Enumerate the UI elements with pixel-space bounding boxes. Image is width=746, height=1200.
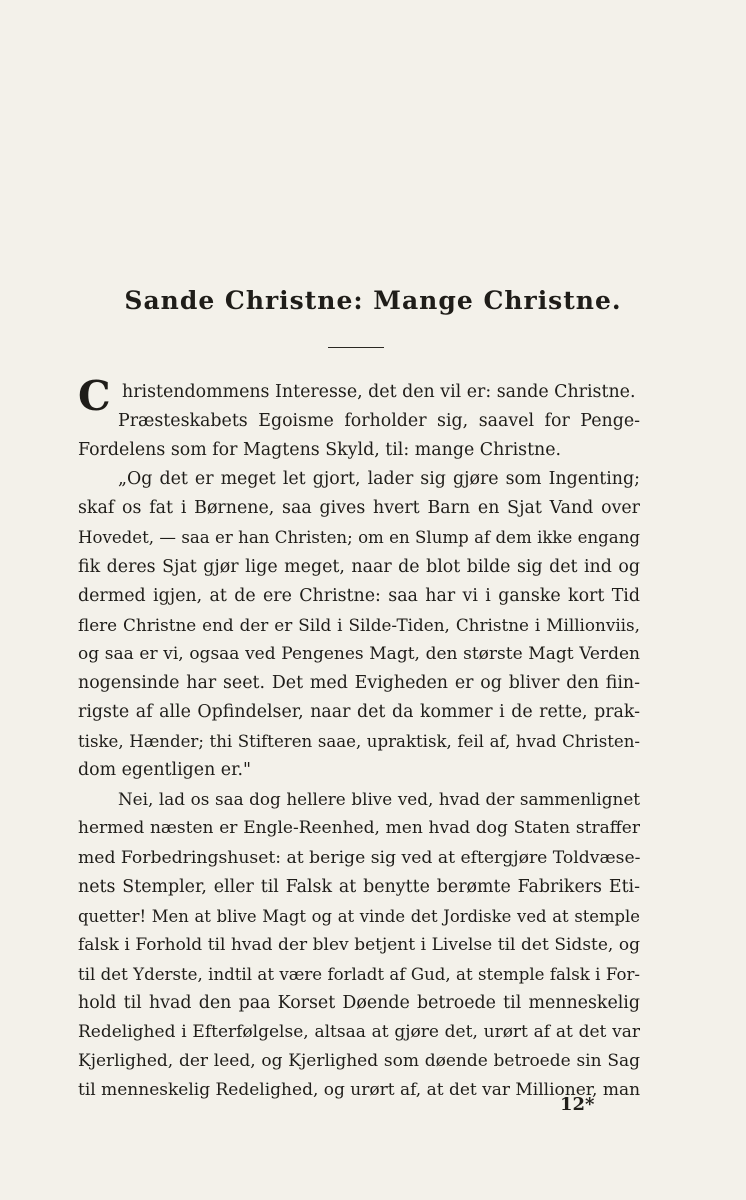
drop-cap: C [78,372,111,420]
text-line: Nei, lad os saa dog hellere blive ved, hvad der sammenlignet [118,789,640,810]
text-line: „Og det er meget let gjort, lader sig gjøre som Ingenting; [118,469,640,490]
title-divider [328,347,384,348]
text-line: og saa er vi, ogsaa ved Pengenes Magt, den største Magt Verden [78,643,640,664]
text-line: dom egentligen er." [78,760,252,781]
body-text [78,372,640,1105]
text-line: Hovedet, — saa er han Christen; om en Slump af dem ikke engang [78,528,640,548]
text-line: flere Christne end der er Sild i Silde-Tiden, Christne i Millionviis, [78,614,640,635]
text-line: quetter! Men at blive Magt og at vinde det Jordiske ved at stemple [78,906,640,926]
text-line: hermed næsten er Engle-Reenhed, men hvad dog Staten straffer [78,818,640,839]
page-number: 12* [560,1094,595,1115]
text-line: nets Stempler, eller til Falsk at benytte berømte Fabrikers Eti- [78,876,640,897]
text-line: dermed igjen, at de ere Christne: saa har vi i ganske kort Tid [78,585,640,606]
text-line: hold til hvad den paa Korset Døende betroede til menneskelig [78,992,640,1013]
text-line: Præsteskabets Egoisme forholder sig, saavel for Penge- [118,411,640,432]
text-line: hristendommens Interesse, det den vil er: sande Christne. [122,382,636,402]
text-line: falsk i Forhold til hvad der blev betjent i Livelse til det Sidste, og [78,934,640,955]
text-line: med Forbedringshuset: at berige sig ved at eftergjøre Toldvæse- [78,847,640,868]
text-line: Kjerlighed, der leed, og Kjerlighed som døende betroede sin Sag [78,1051,640,1072]
chapter-title: Sande Christne: Mange Christne. [124,286,622,315]
text-line: nogensinde har seet. Det med Evigheden er og bliver den fiin- [78,672,640,693]
text-line: til menneskelig Redelighed, og urørt af, at det var Millioner, man [78,1080,640,1101]
text-line: fik deres Sjat gjør lige meget, naar de blot bilde sig det ind og [78,556,640,577]
text-line: til det Yderste, indtil at være forladt af Gud, at stemple falsk i For- [78,964,640,984]
text-line: tiske, Hænder; thi Stifteren saae, upraktisk, feil af, hvad Christen- [78,732,640,752]
text-line: Fordelens som for Magtens Skyld, til: mange Christne. [78,440,562,461]
text-line: Redelighed i Efterfølgelse, altsaa at gjøre det, urørt af at det var [78,1022,640,1043]
text-line: skaf os fat i Børnene, saa gives hvert Barn en Sjat Vand over [78,498,640,519]
text-line: rigste af alle Opfindelser, naar det da kommer i de rette, prak- [78,702,640,723]
